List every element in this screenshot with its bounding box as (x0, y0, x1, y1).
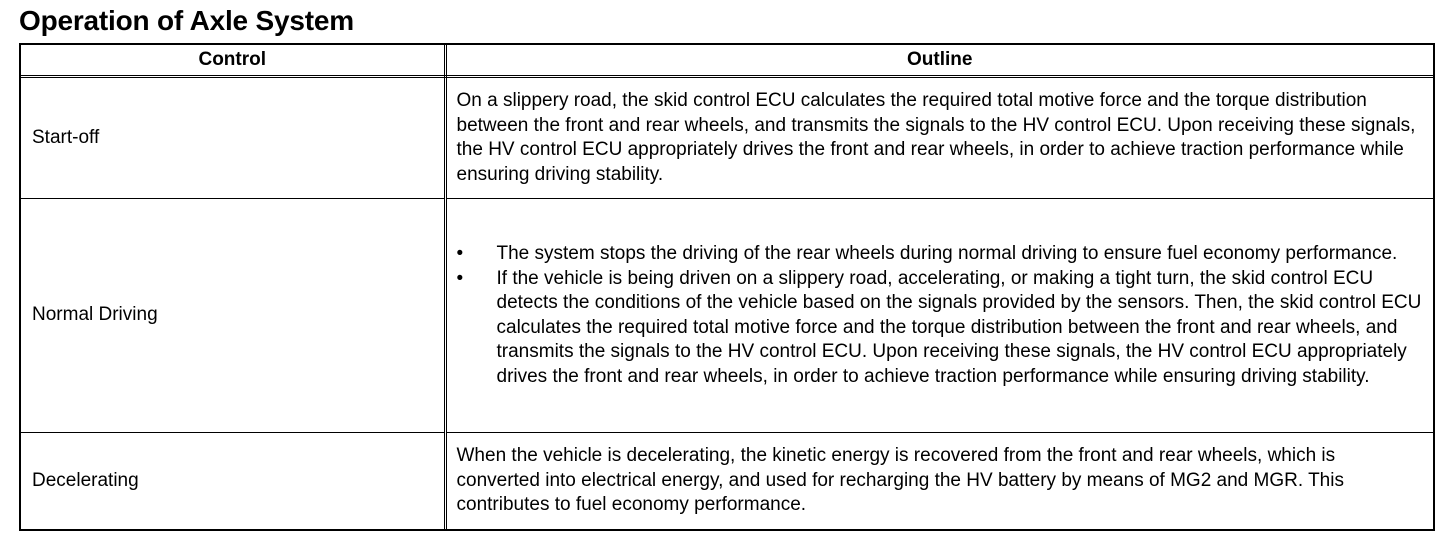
bullet-text: If the vehicle is being driven on a slippery road, accelerating, or making a tight turn, the skid control ECU detects the conditions of the vehicle based on the signals provided by the sensors. Then, the skid control ECU calculates the required total motive force and the torque distribution between the front and rear wheels, and transmits the signals to the HV control ECU. Upon receiving these signals, the HV control ECU appropriately drives the front and rear wheels, in order to achieve traction performance while ensuring driving stability. (496, 267, 1422, 387)
outline-cell-decelerating: When the vehicle is decelerating, the kinetic energy is recovered from the front and rear wheels, which is converted into electrical energy, and used for recharging the HV battery by means of MG2 and MGR. This contributes to fuel economy performance. (445, 432, 1433, 529)
table-row (21, 77, 1433, 199)
page-title: Operation of Axle System (19, 5, 354, 36)
outline-cell-normal-driving (445, 199, 1433, 433)
bullet-list (457, 242, 1424, 389)
header-outline: Outline (445, 45, 1433, 77)
table-header-row (21, 45, 1433, 77)
axle-operation-table (19, 43, 1435, 531)
list-item (457, 242, 1424, 267)
control-cell-normal-driving: Normal Driving (21, 199, 445, 433)
operation-table (21, 45, 1433, 529)
table-row (21, 432, 1433, 529)
outline-cell-start-off: On a slippery road, the skid control ECU calculates the required total motive force and the torque distribution between the front and rear wheels, and transmits the signals to the HV control ECU. Upon receiving these signals, the HV control ECU appropriately drives the front and rear wheels, in order to achieve traction performance while ensuring driving stability. (445, 77, 1433, 199)
bullet-text: The system stops the driving of the rear wheels during normal driving to ensure fuel economy performance. (496, 243, 1398, 265)
control-cell-start-off: Start-off (21, 77, 445, 199)
header-control: Control (21, 45, 445, 77)
bullet-icon: • (456, 267, 464, 289)
control-cell-decelerating: Decelerating (21, 432, 445, 529)
list-item (457, 267, 1424, 390)
bullet-icon: • (456, 243, 464, 265)
table-row (21, 199, 1433, 433)
